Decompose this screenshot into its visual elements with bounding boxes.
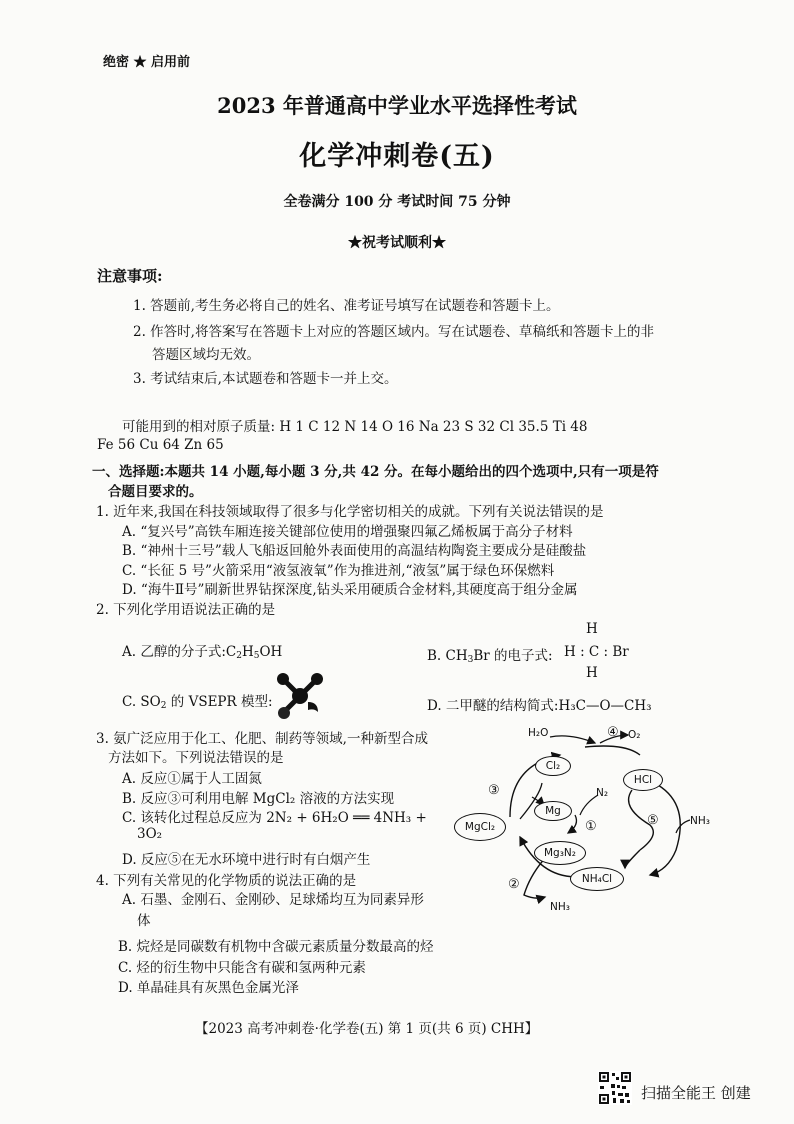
q3-stem-cont: 方法如下。下列说法错误的是 (108, 750, 284, 766)
q3-option-a: A. 反应①属于人工固氮 (122, 771, 262, 787)
reaction-5-marker: ⑤ (647, 813, 659, 828)
vsepr-model-figure (274, 672, 326, 720)
node-cl2: Cl₂ (535, 756, 571, 776)
q4-option-c: C. 烃的衍生物中只能含有碳和氢两种元素 (118, 960, 366, 976)
q2-option-b: B. $CH_3Br$ 的电子式: (427, 648, 553, 665)
q3-option-c-cont: 3O₂ (137, 826, 163, 842)
subject-title: 化学冲刺卷(五) (299, 141, 495, 172)
reaction-3-marker: ③ (488, 783, 500, 798)
score-time: 全卷满分 100 分 考试时间 75 分钟 (283, 194, 511, 210)
q4-option-a: A. 石墨、金刚石、金刚砂、足球烯均互为同素异形 (122, 892, 424, 908)
reaction-1-marker: ① (585, 819, 597, 834)
atomic-masses-line2: Fe 56 Cu 64 Zn 65 (97, 437, 224, 453)
scanner-watermark: 扫描全能王 创建 (641, 1084, 751, 1102)
exam-title: 2023 年普通高中学业水平选择性考试 (217, 93, 577, 118)
q1-option-a: A. “复兴号”高铁车厢连接关键部位使用的增强聚四氟乙烯板属于高分子材料 (122, 524, 573, 540)
section1-heading: 一、选择题:本题共 14 小题,每小题 3 分,共 42 分。在每小题给出的四个选项中,只有一项是符 (92, 464, 659, 480)
page-footer: 【2023 高考冲刺卷·化学卷(五) 第 1 页(共 6 页) CHH】 (195, 1021, 539, 1037)
q2-option-d: D. 二甲醚的结构简式:H₃C—O—CH₃ (427, 698, 652, 714)
atomic-masses-line1: 可能用到的相对原子质量: H 1 C 12 N 14 O 16 Na 23 S 32 Cl 35.5 Ti 48 (122, 419, 588, 435)
reaction-4-marker: ④ (607, 725, 619, 740)
qr-code-icon (598, 1071, 632, 1105)
notice-item-1: 1. 答题前,考生务必将自己的姓名、准考证号填写在试题卷和答题卡上。 (133, 298, 560, 314)
node-mg: Mg (534, 801, 572, 821)
notice-heading: 注意事项: (97, 267, 163, 285)
node-mgcl2: MgCl₂ (454, 813, 506, 841)
node-nh4cl: NH₄Cl (570, 867, 624, 891)
q3-option-b: B. 反应③可利用电解 MgCl₂ 溶液的方法实现 (122, 791, 395, 807)
q4-option-d: D. 单晶硅具有灰黑色金属光泽 (118, 980, 299, 996)
electron-formula-h-bottom: H (586, 665, 598, 681)
notice-item-2-cont: 答题区域均无效。 (152, 347, 260, 363)
q3-stem: 3. 氨广泛应用于化工、化肥、制药等领域,一种新型合成 (96, 731, 428, 747)
q1-option-b: B. “神州十三号”载人飞船返回舱外表面使用的高温结构陶瓷主要成分是硅酸盐 (122, 543, 587, 559)
label-h2o: H₂O (528, 727, 549, 739)
q1-option-c: C. “长征 5 号”火箭采用“液氢液氧”作为推进剂,“液氢”属于绿色环保燃料 (122, 563, 555, 579)
notice-item-2: 2. 作答时,将答案写在答题卡上对应的答题区域内。写在试题卷、草稿纸和答题卡上的非 (133, 324, 654, 340)
label-nh3-right: NH₃ (690, 815, 710, 827)
electron-formula-h-top: H (586, 621, 598, 637)
nh3-synthesis-cycle-diagram (450, 725, 730, 915)
node-mg3n2: Mg₃N₂ (534, 841, 586, 865)
q1-option-d: D. “海牛Ⅱ号”刷新世界钻探深度,钻头采用硬质合金材料,其硬度高于组分金属 (122, 582, 578, 598)
section1-heading-cont: 合题目要求的。 (108, 484, 203, 500)
q3-option-c: C. 该转化过程总反应为 2N₂ + 6H₂O ══ 4NH₃ + (122, 810, 427, 826)
label-nh3-bottom: NH₃ (550, 901, 570, 913)
notice-item-3: 3. 考试结束后,本试题卷和答题卡一并上交。 (133, 371, 398, 387)
q1-stem: 1. 近年来,我国在科技领域取得了很多与化学密切相关的成就。下列有关说法错误的是 (96, 504, 604, 520)
label-n2: N₂ (596, 787, 609, 799)
q2-option-c: C. $SO_2$ 的 VSEPR 模型: (122, 694, 273, 711)
q2-stem: 2. 下列化学用语说法正确的是 (96, 602, 276, 618)
reaction-2-marker: ② (508, 877, 520, 892)
secret-label: 绝密 ★ 启用前 (103, 55, 191, 70)
electron-formula-row: H : C : Br (564, 644, 629, 660)
q4-option-a-cont: 体 (137, 913, 151, 929)
q2-option-a: A. 乙醇的分子式$:C_2H_5OH$ (122, 644, 283, 661)
q4-stem: 4. 下列有关常见的化学物质的说法正确的是 (96, 873, 357, 889)
q3-option-d: D. 反应⑤在无水环境中进行时有白烟产生 (122, 852, 371, 868)
q4-option-b: B. 烷烃是同碳数有机物中含碳元素质量分数最高的烃 (118, 939, 434, 955)
label-o2: O₂ (628, 729, 641, 741)
node-hcl: HCl (623, 769, 663, 791)
good-luck-line: ★祝考试顺利★ (348, 235, 446, 251)
